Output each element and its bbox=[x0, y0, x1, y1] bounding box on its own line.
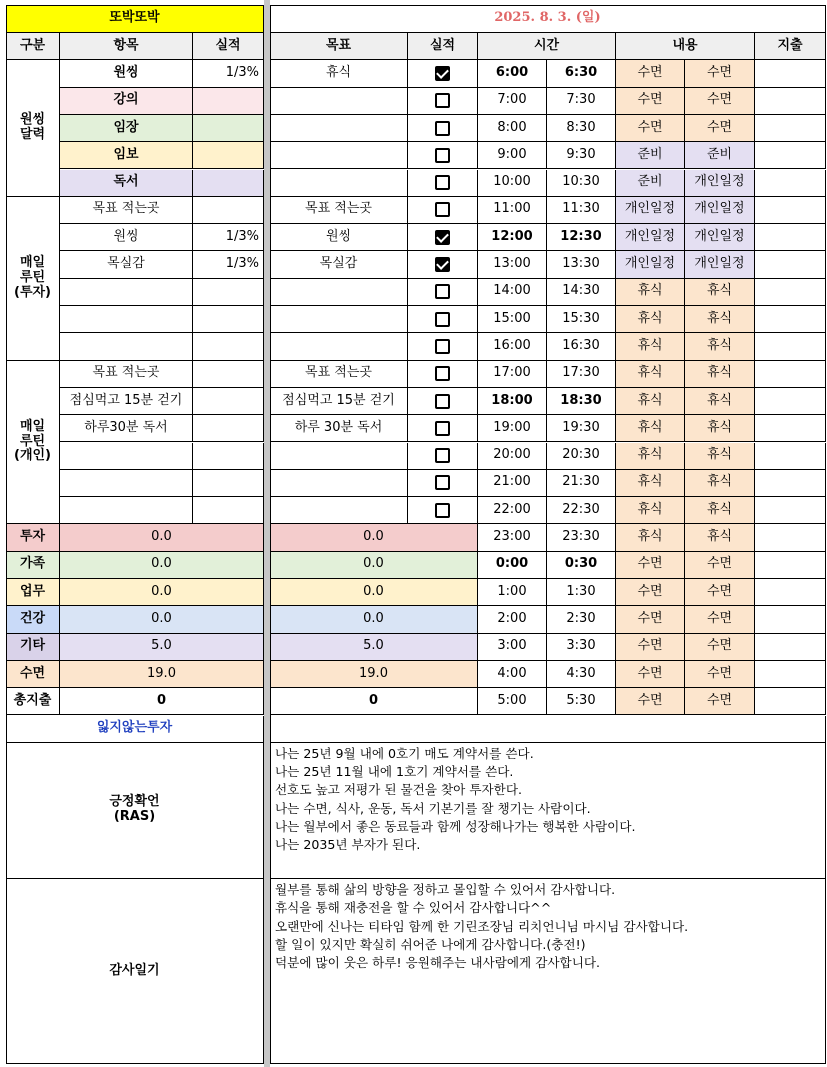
activity-second-half: 준비 bbox=[685, 142, 755, 169]
checkbox-icon[interactable] bbox=[435, 202, 450, 217]
checkbox-icon[interactable] bbox=[435, 66, 450, 81]
time-start: 0:00 bbox=[478, 552, 547, 579]
time-end: 7:30 bbox=[547, 88, 616, 115]
checkbox-cell bbox=[408, 361, 478, 388]
summary-goal: 0 bbox=[270, 688, 478, 715]
summary-label: 기타 bbox=[6, 634, 60, 661]
goal-text: 원씽 bbox=[270, 224, 408, 251]
time-start: 10:00 bbox=[478, 170, 547, 197]
time-end: 4:30 bbox=[547, 661, 616, 688]
column-header: 목표 bbox=[270, 33, 408, 60]
activity-second-half: 수면 bbox=[685, 88, 755, 115]
item-name bbox=[60, 306, 193, 333]
checkbox-icon[interactable] bbox=[435, 421, 450, 436]
item-result bbox=[193, 361, 264, 388]
date-header: 2025. 8. 3. (일) bbox=[270, 5, 826, 33]
item-result bbox=[193, 279, 264, 306]
item-result: 1/3% bbox=[193, 60, 264, 87]
item-result bbox=[193, 443, 264, 470]
activity-second-half: 수면 bbox=[685, 661, 755, 688]
time-start: 7:00 bbox=[478, 88, 547, 115]
goal-text: 목표 적는곳 bbox=[270, 361, 408, 388]
gratitude-line: 휴식을 통해 재충전을 할 수 있어서 감사합니다^^ bbox=[275, 900, 552, 916]
item-name: 임보 bbox=[60, 142, 193, 169]
affirmation-label: 긍정확언 (RAS) bbox=[6, 743, 264, 879]
checkbox-cell bbox=[408, 388, 478, 415]
expense-cell bbox=[755, 88, 826, 115]
item-result bbox=[193, 115, 264, 142]
item-result: 1/3% bbox=[193, 251, 264, 278]
item-name: 하루30분 독서 bbox=[60, 415, 193, 442]
checkbox-icon[interactable] bbox=[435, 339, 450, 354]
affirmation-line: 나는 2035년 부자가 된다. bbox=[275, 837, 421, 853]
goal-text bbox=[270, 142, 408, 169]
activity-second-half: 휴식 bbox=[685, 306, 755, 333]
summary-value: 0.0 bbox=[60, 579, 264, 606]
time-end: 18:30 bbox=[547, 388, 616, 415]
time-start: 9:00 bbox=[478, 142, 547, 169]
time-start: 22:00 bbox=[478, 497, 547, 524]
activity-first-half: 휴식 bbox=[616, 443, 685, 470]
item-name: 원씽 bbox=[60, 60, 193, 87]
activity-second-half: 휴식 bbox=[685, 361, 755, 388]
item-name: 목표 적는곳 bbox=[60, 197, 193, 224]
item-result bbox=[193, 197, 264, 224]
activity-first-half: 휴식 bbox=[616, 470, 685, 497]
item-name: 임장 bbox=[60, 115, 193, 142]
gratitude-label: 감사일기 bbox=[6, 879, 264, 1064]
activity-first-half: 수면 bbox=[616, 579, 685, 606]
expense-cell bbox=[755, 443, 826, 470]
item-name bbox=[60, 333, 193, 360]
checkbox-cell bbox=[408, 443, 478, 470]
activity-first-half: 휴식 bbox=[616, 524, 685, 551]
time-end: 20:30 bbox=[547, 443, 616, 470]
goal-text: 휴식 bbox=[270, 60, 408, 87]
section-label: 매일 루틴 (투자) bbox=[6, 197, 60, 361]
expense-cell bbox=[755, 361, 826, 388]
time-start: 14:00 bbox=[478, 279, 547, 306]
time-end: 11:30 bbox=[547, 197, 616, 224]
activity-second-half: 개인일정 bbox=[685, 251, 755, 278]
activity-first-half: 수면 bbox=[616, 88, 685, 115]
time-end: 0:30 bbox=[547, 552, 616, 579]
activity-first-half: 수면 bbox=[616, 552, 685, 579]
item-name: 독서 bbox=[60, 170, 193, 197]
time-start: 20:00 bbox=[478, 443, 547, 470]
activity-second-half: 수면 bbox=[685, 579, 755, 606]
checkbox-icon[interactable] bbox=[435, 448, 450, 463]
time-end: 12:30 bbox=[547, 224, 616, 251]
summary-goal: 0.0 bbox=[270, 579, 478, 606]
time-start: 4:00 bbox=[478, 661, 547, 688]
activity-first-half: 수면 bbox=[616, 115, 685, 142]
goal-text bbox=[270, 333, 408, 360]
item-name bbox=[60, 279, 193, 306]
affirmation-line: 선호도 높고 저평가 된 물건을 찾아 투자한다. bbox=[275, 782, 523, 798]
column-header: 실적 bbox=[408, 33, 478, 60]
item-name bbox=[60, 443, 193, 470]
activity-first-half: 휴식 bbox=[616, 279, 685, 306]
checkbox-icon[interactable] bbox=[435, 503, 450, 518]
checkbox-icon[interactable] bbox=[435, 475, 450, 490]
expense-cell bbox=[755, 552, 826, 579]
activity-second-half: 수면 bbox=[685, 606, 755, 633]
expense-cell bbox=[755, 60, 826, 87]
summary-goal: 19.0 bbox=[270, 661, 478, 688]
column-header: 항목 bbox=[60, 33, 193, 60]
time-start: 11:00 bbox=[478, 197, 547, 224]
summary-label: 업무 bbox=[6, 579, 60, 606]
checkbox-icon[interactable] bbox=[435, 394, 450, 409]
activity-second-half: 휴식 bbox=[685, 333, 755, 360]
activity-second-half: 수면 bbox=[685, 688, 755, 715]
activity-first-half: 수면 bbox=[616, 606, 685, 633]
item-result: 1/3% bbox=[193, 224, 264, 251]
time-start: 18:00 bbox=[478, 388, 547, 415]
checkbox-icon[interactable] bbox=[435, 93, 450, 108]
summary-goal: 0.0 bbox=[270, 606, 478, 633]
summary-label: 건강 bbox=[6, 606, 60, 633]
activity-second-half: 개인일정 bbox=[685, 197, 755, 224]
time-start: 23:00 bbox=[478, 524, 547, 551]
summary-value: 0.0 bbox=[60, 606, 264, 633]
time-start: 13:00 bbox=[478, 251, 547, 278]
item-result bbox=[193, 470, 264, 497]
expense-cell bbox=[755, 306, 826, 333]
affirmation-line: 나는 수면, 식사, 운동, 독서 기본기를 잘 챙기는 사람이다. bbox=[275, 800, 591, 816]
time-start: 16:00 bbox=[478, 333, 547, 360]
activity-second-half: 휴식 bbox=[685, 497, 755, 524]
column-header: 시간 bbox=[478, 33, 616, 60]
time-end: 21:30 bbox=[547, 470, 616, 497]
time-start: 17:00 bbox=[478, 361, 547, 388]
activity-second-half: 수면 bbox=[685, 115, 755, 142]
expense-cell bbox=[755, 688, 826, 715]
time-start: 3:00 bbox=[478, 634, 547, 661]
activity-first-half: 수면 bbox=[616, 688, 685, 715]
expense-cell bbox=[755, 415, 826, 442]
goal-text: 목표 적는곳 bbox=[270, 197, 408, 224]
gratitude-line: 할 일이 있지만 확실히 쉬어준 나에게 감사합니다.(충전!) bbox=[275, 936, 586, 952]
column-header: 내용 bbox=[616, 33, 755, 60]
checkbox-cell bbox=[408, 470, 478, 497]
checkbox-cell bbox=[408, 415, 478, 442]
activity-first-half: 휴식 bbox=[616, 388, 685, 415]
activity-second-half: 수면 bbox=[685, 552, 755, 579]
expense-cell bbox=[755, 279, 826, 306]
item-name: 목실감 bbox=[60, 251, 193, 278]
item-name: 강의 bbox=[60, 88, 193, 115]
time-end: 15:30 bbox=[547, 306, 616, 333]
expense-cell bbox=[755, 579, 826, 606]
checkbox-cell bbox=[408, 197, 478, 224]
goal-text bbox=[270, 470, 408, 497]
expense-cell bbox=[755, 197, 826, 224]
activity-second-half: 수면 bbox=[685, 634, 755, 661]
column-header: 실적 bbox=[193, 33, 264, 60]
checkbox-cell bbox=[408, 251, 478, 278]
gratitude-line: 월부를 통해 삶의 방향을 정하고 몰입할 수 있어서 감사합니다. bbox=[275, 882, 616, 897]
summary-goal: 0.0 bbox=[270, 552, 478, 579]
goal-text bbox=[270, 88, 408, 115]
activity-first-half: 수면 bbox=[616, 634, 685, 661]
summary-value: 19.0 bbox=[60, 661, 264, 688]
activity-second-half: 수면 bbox=[685, 60, 755, 87]
time-end: 10:30 bbox=[547, 170, 616, 197]
checkbox-icon[interactable] bbox=[435, 366, 450, 381]
item-name bbox=[60, 470, 193, 497]
summary-label: 수면 bbox=[6, 661, 60, 688]
checkbox-cell bbox=[408, 88, 478, 115]
time-end: 9:30 bbox=[547, 142, 616, 169]
activity-first-half: 수면 bbox=[616, 60, 685, 87]
checkbox-cell bbox=[408, 279, 478, 306]
activity-first-half: 수면 bbox=[616, 661, 685, 688]
expense-cell bbox=[755, 170, 826, 197]
activity-first-half: 휴식 bbox=[616, 361, 685, 388]
time-end: 14:30 bbox=[547, 279, 616, 306]
summary-value: 5.0 bbox=[60, 634, 264, 661]
checkbox-cell bbox=[408, 142, 478, 169]
activity-first-half: 휴식 bbox=[616, 497, 685, 524]
expense-cell bbox=[755, 251, 826, 278]
checkbox-cell bbox=[408, 170, 478, 197]
activity-first-half: 준비 bbox=[616, 142, 685, 169]
time-end: 8:30 bbox=[547, 115, 616, 142]
activity-second-half: 개인일정 bbox=[685, 224, 755, 251]
summary-value: 0 bbox=[60, 688, 264, 715]
expense-cell bbox=[755, 115, 826, 142]
checkbox-icon[interactable] bbox=[435, 121, 450, 136]
activity-second-half: 휴식 bbox=[685, 388, 755, 415]
affirmation-text bbox=[270, 743, 826, 879]
motto-right-blank bbox=[270, 716, 826, 743]
time-end: 13:30 bbox=[547, 251, 616, 278]
item-result bbox=[193, 306, 264, 333]
activity-first-half: 휴식 bbox=[616, 306, 685, 333]
summary-goal: 0.0 bbox=[270, 524, 478, 551]
activity-first-half: 개인일정 bbox=[616, 197, 685, 224]
gratitude-line: 오랜만에 신나는 티타임 함께 한 기린조장님 리치언니님 마시님 감사합니다. bbox=[275, 918, 689, 934]
summary-value: 0.0 bbox=[60, 552, 264, 579]
item-result bbox=[193, 497, 264, 524]
checkbox-icon[interactable] bbox=[435, 284, 450, 299]
item-result bbox=[193, 142, 264, 169]
time-start: 6:00 bbox=[478, 60, 547, 87]
time-start: 1:00 bbox=[478, 579, 547, 606]
goal-text bbox=[270, 115, 408, 142]
goal-text: 점심먹고 15분 걷기 bbox=[270, 388, 408, 415]
expense-cell bbox=[755, 661, 826, 688]
time-start: 21:00 bbox=[478, 470, 547, 497]
expense-cell bbox=[755, 388, 826, 415]
section-label: 원씽 달력 bbox=[6, 60, 60, 197]
expense-cell bbox=[755, 142, 826, 169]
summary-value: 0.0 bbox=[60, 524, 264, 551]
checkbox-cell bbox=[408, 224, 478, 251]
time-start: 12:00 bbox=[478, 224, 547, 251]
time-start: 19:00 bbox=[478, 415, 547, 442]
summary-label: 투자 bbox=[6, 524, 60, 551]
affirmation-line: 나는 25년 11월 내에 1호기 계약서를 쓴다. bbox=[275, 764, 514, 780]
column-header: 지출 bbox=[755, 33, 826, 60]
goal-text bbox=[270, 443, 408, 470]
time-start: 2:00 bbox=[478, 606, 547, 633]
expense-cell bbox=[755, 470, 826, 497]
summary-label: 가족 bbox=[6, 552, 60, 579]
goal-text bbox=[270, 306, 408, 333]
gratitude-line: 덕분에 많이 웃은 하루! 응원해주는 내사람에게 감사합니다. bbox=[275, 955, 601, 971]
motto: 잃지않는투자 bbox=[6, 716, 264, 743]
goal-text bbox=[270, 170, 408, 197]
item-name bbox=[60, 497, 193, 524]
time-end: 3:30 bbox=[547, 634, 616, 661]
checkbox-icon[interactable] bbox=[435, 148, 450, 163]
activity-second-half: 휴식 bbox=[685, 443, 755, 470]
checkbox-icon[interactable] bbox=[435, 312, 450, 327]
goal-text bbox=[270, 497, 408, 524]
summary-label: 총지출 bbox=[6, 688, 60, 715]
summary-goal: 5.0 bbox=[270, 634, 478, 661]
time-end: 22:30 bbox=[547, 497, 616, 524]
checkbox-cell bbox=[408, 333, 478, 360]
activity-second-half: 휴식 bbox=[685, 279, 755, 306]
column-header: 구분 bbox=[6, 33, 60, 60]
expense-cell bbox=[755, 224, 826, 251]
time-end: 19:30 bbox=[547, 415, 616, 442]
time-start: 15:00 bbox=[478, 306, 547, 333]
checkbox-cell bbox=[408, 306, 478, 333]
item-name: 목표 적는곳 bbox=[60, 361, 193, 388]
time-end: 23:30 bbox=[547, 524, 616, 551]
checkbox-icon[interactable] bbox=[435, 175, 450, 190]
activity-first-half: 개인일정 bbox=[616, 224, 685, 251]
item-result bbox=[193, 170, 264, 197]
activity-second-half: 개인일정 bbox=[685, 170, 755, 197]
item-result bbox=[193, 415, 264, 442]
item-result bbox=[193, 88, 264, 115]
checkbox-icon[interactable] bbox=[435, 257, 450, 272]
checkbox-cell bbox=[408, 60, 478, 87]
goal-text bbox=[270, 279, 408, 306]
gratitude-text bbox=[270, 879, 826, 1064]
item-name: 점심먹고 15분 걷기 bbox=[60, 388, 193, 415]
affirmation-line: 나는 25년 9월 내에 0호기 매도 계약서를 쓴다. bbox=[275, 745, 534, 761]
activity-second-half: 휴식 bbox=[685, 470, 755, 497]
affirmation-line: 나는 월부에서 좋은 동료들과 함께 성장해나가는 행복한 사람이다. bbox=[275, 818, 636, 834]
expense-cell bbox=[755, 333, 826, 360]
time-end: 16:30 bbox=[547, 333, 616, 360]
time-start: 5:00 bbox=[478, 688, 547, 715]
expense-cell bbox=[755, 606, 826, 633]
activity-second-half: 휴식 bbox=[685, 415, 755, 442]
expense-cell bbox=[755, 524, 826, 551]
activity-first-half: 휴식 bbox=[616, 333, 685, 360]
item-result bbox=[193, 388, 264, 415]
time-start: 8:00 bbox=[478, 115, 547, 142]
time-end: 17:30 bbox=[547, 361, 616, 388]
checkbox-cell bbox=[408, 115, 478, 142]
activity-second-half: 휴식 bbox=[685, 524, 755, 551]
activity-first-half: 개인일정 bbox=[616, 251, 685, 278]
activity-first-half: 준비 bbox=[616, 170, 685, 197]
checkbox-cell bbox=[408, 497, 478, 524]
section-label: 매일 루틴 (개인) bbox=[6, 361, 60, 525]
goal-text: 목실감 bbox=[270, 251, 408, 278]
sheet-title: 또박또박 bbox=[6, 5, 264, 33]
time-end: 5:30 bbox=[547, 688, 616, 715]
expense-cell bbox=[755, 634, 826, 661]
time-end: 1:30 bbox=[547, 579, 616, 606]
checkbox-icon[interactable] bbox=[435, 230, 450, 245]
expense-cell bbox=[755, 497, 826, 524]
activity-first-half: 휴식 bbox=[616, 415, 685, 442]
item-name: 원씽 bbox=[60, 224, 193, 251]
item-result bbox=[193, 333, 264, 360]
time-end: 2:30 bbox=[547, 606, 616, 633]
goal-text: 하루 30분 독서 bbox=[270, 415, 408, 442]
time-end: 6:30 bbox=[547, 60, 616, 87]
